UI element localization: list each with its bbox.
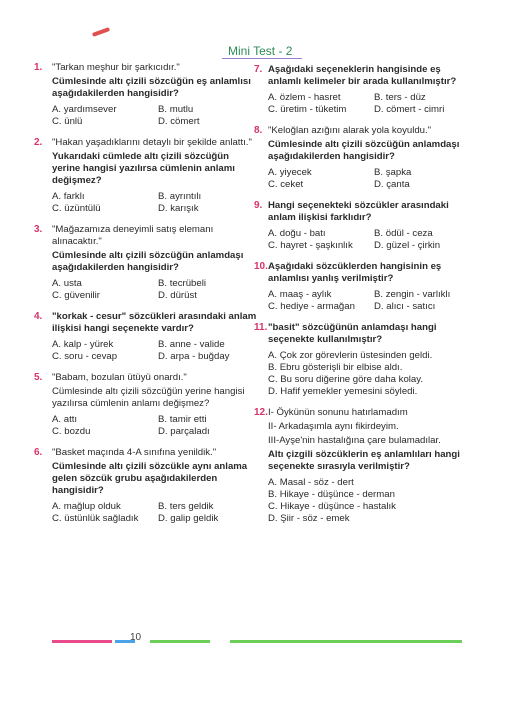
footer-bar-green (150, 640, 210, 643)
option-c[interactable]: C. Bu soru diğerine göre daha kolay. (268, 374, 424, 385)
question-12 (254, 407, 474, 525)
question-4 (34, 311, 258, 363)
options (268, 92, 474, 116)
question-prompt: Cümlesinde altı çizili sözcüğün anlamdaşı aşağıdakilerden hangisidir? (268, 139, 460, 162)
options (268, 477, 474, 525)
question-stem: "Hakan yaşadıklarını detaylı bir şekilde anlattı." (52, 137, 252, 148)
option-d[interactable]: D. Şiir - söz - emek (268, 513, 350, 524)
option-d[interactable]: D. parçaladı (158, 426, 210, 437)
question-stem: "Keloğlan azığını alarak yola koyuldu." (268, 125, 432, 136)
question-prompt: Aşağıdaki seçeneklerin hangisinde eş anlamlı kelimeler bir arada kullanılmıştır? (268, 64, 457, 87)
statement-1: I- Öykünün sonunu hatırlamadım (268, 407, 408, 418)
option-d[interactable]: D. alıcı - satıcı (374, 301, 436, 312)
option-d[interactable]: D. çanta (374, 179, 410, 190)
option-c[interactable]: C. üretim - tüketim (268, 104, 347, 115)
question-7 (254, 64, 474, 116)
question-stem: "Mağazamıza deneyimli satış elemanı alınacaktır." (52, 224, 214, 247)
option-d[interactable]: D. galip geldik (158, 513, 219, 524)
question-prompt: Cümlesinde altı çizili sözcüğün yerine hangisi yazılırsa cümlenin anlamı değişmez? (52, 386, 245, 409)
question-number: 1. (34, 62, 43, 73)
question-11 (254, 322, 474, 398)
question-number: 10. (254, 261, 268, 272)
option-a[interactable]: A. Çok zor görevlerin üstesinden geldi. (268, 350, 433, 361)
question-9 (254, 200, 474, 252)
options (268, 350, 474, 398)
option-a[interactable]: A. farklı (52, 191, 85, 202)
option-b[interactable]: B. Ebru gösterişli bir elbise aldı. (268, 362, 403, 373)
question-8 (254, 125, 474, 191)
option-c[interactable]: C. üzüntülü (52, 203, 101, 214)
option-c[interactable]: C. soru - cevap (52, 351, 118, 362)
options (52, 501, 258, 525)
question-number: 5. (34, 372, 43, 383)
option-b[interactable]: B. tecrübeli (158, 278, 206, 289)
right-column (254, 62, 474, 534)
question-prompt: Cümlesinde altı çizili sözcüğün anlamdaşı aşağıdakilerden hangisidir? (52, 250, 244, 273)
title-underline (222, 58, 302, 59)
question-prompt: Hangi seçenekteki sözcükler arasındaki anlam ilişkisi farklıdır? (268, 200, 449, 223)
options (52, 191, 258, 215)
statement-3: III-Ayşe'nin hastalığına çare bulamadılar. (268, 435, 441, 446)
question-prompt: Cümlesinde altı çizili sözcükle aynı anlama gelen sözcük grubu aşağıdakilerden hangisidir? (52, 461, 248, 496)
option-d[interactable]: D. cömert (158, 116, 200, 127)
question-prompt: Yukarıdaki cümlede altı çizili sözcüğün yerine hangisi yazılırsa cümlenin anlamı değişmez? (52, 151, 235, 186)
options (52, 278, 258, 302)
option-d[interactable]: D. güzel - çirkin (374, 240, 441, 251)
option-a[interactable]: A. doğu - batı (268, 228, 326, 239)
option-a[interactable]: A. usta (52, 278, 82, 289)
question-number: 11. (254, 322, 268, 333)
option-c[interactable]: C. bozdu (52, 426, 91, 437)
option-c[interactable]: C. güvenilir (52, 290, 100, 301)
question-number: 3. (34, 224, 43, 235)
option-b[interactable]: B. ayrıntılı (158, 191, 202, 202)
question-prompt: Cümlesinde altı çizili sözcüğün eş anlamlısı aşağıdakilerden hangisidir? (52, 76, 251, 99)
option-a[interactable]: A. özlem - hasret (268, 92, 341, 103)
red-pen-mark (92, 27, 110, 37)
question-number: 4. (34, 311, 43, 322)
option-d[interactable]: D. Hafif yemekler yemesini söyledi. (268, 386, 418, 397)
page-title: Mini Test - 2 (228, 44, 293, 58)
page-number: 10 (130, 632, 142, 643)
footer-bar-green (230, 640, 462, 643)
option-b[interactable]: B. ödül - ceza (374, 228, 433, 239)
question-number: 9. (254, 200, 263, 211)
question-stem: "Tarkan meşhur bir şarkıcıdır." (52, 62, 180, 73)
question-stem: "Babam, bozulan ütüyü onardı." (52, 372, 187, 383)
question-prompt: Altı çizgili sözcüklerin eş anlamlıları hangi seçenekte sırasıyla verilmiştir? (268, 449, 460, 472)
question-number: 8. (254, 125, 263, 136)
option-a[interactable]: A. Masal - söz - dert (268, 477, 354, 488)
options (268, 228, 474, 252)
option-a[interactable]: A. attı (52, 414, 78, 425)
option-c[interactable]: C. hayret - şaşkınlık (268, 240, 353, 251)
question-1 (34, 62, 258, 128)
question-6 (34, 447, 258, 525)
options (268, 289, 474, 313)
option-b[interactable]: B. tamir etti (158, 414, 207, 425)
option-b[interactable]: B. ters geldik (158, 501, 214, 512)
option-a[interactable]: A. kalp - yürek (52, 339, 114, 350)
question-3 (34, 224, 258, 302)
option-c[interactable]: C. ceket (268, 179, 304, 190)
options (268, 167, 474, 191)
option-b[interactable]: B. anne - valide (158, 339, 225, 350)
option-c[interactable]: C. Hikaye - düşünce - hastalık (268, 501, 396, 512)
option-d[interactable]: D. arpa - buğday (158, 351, 230, 362)
option-c[interactable]: C. hediye - armağan (268, 301, 355, 312)
option-a[interactable]: A. maaş - aylık (268, 289, 332, 300)
question-2 (34, 137, 258, 215)
option-d[interactable]: D. karışık (158, 203, 199, 214)
option-d[interactable]: D. dürüst (158, 290, 197, 301)
option-b[interactable]: B. Hikaye - düşünce - derman (268, 489, 395, 500)
option-b[interactable]: B. mutlu (158, 104, 194, 115)
question-number: 12. (254, 407, 268, 418)
question-stem: "Basket maçında 4-A sınıfına yenildik." (52, 447, 217, 458)
question-number: 7. (254, 64, 263, 75)
question-prompt: "korkak - cesur" sözcükleri arasındaki anlam ilişkisi hangi seçenekte vardır? (52, 311, 257, 334)
option-c[interactable]: C. üstünlük sağladık (52, 513, 139, 524)
footer-bar-pink (52, 640, 112, 643)
option-b[interactable]: B. zengin - varlıklı (374, 289, 451, 300)
options (52, 104, 258, 128)
question-number: 6. (34, 447, 43, 458)
option-b[interactable]: B. şapka (374, 167, 412, 178)
question-10 (254, 261, 474, 313)
option-d[interactable]: D. cömert - cimri (374, 104, 445, 115)
option-a[interactable]: A. mağlup olduk (52, 501, 121, 512)
option-b[interactable]: B. ters - düz (374, 92, 426, 103)
option-a[interactable]: A. yardımsever (52, 104, 117, 115)
question-number: 2. (34, 137, 43, 148)
question-prompt: "basit" sözcüğünün anlamdaşı hangi seçenekte kullanılmıştır? (268, 322, 437, 345)
question-prompt: Aşağıdaki sözcüklerden hangisinin eş anlamlısı yanlış verilmiştir? (268, 261, 442, 284)
options (52, 414, 258, 438)
question-5 (34, 372, 258, 438)
left-column (34, 62, 258, 534)
option-a[interactable]: A. yiyecek (268, 167, 312, 178)
options (52, 339, 258, 363)
statement-2: II- Arkadaşımla aynı fikirdeyim. (268, 421, 399, 432)
option-c[interactable]: C. ünlü (52, 116, 83, 127)
